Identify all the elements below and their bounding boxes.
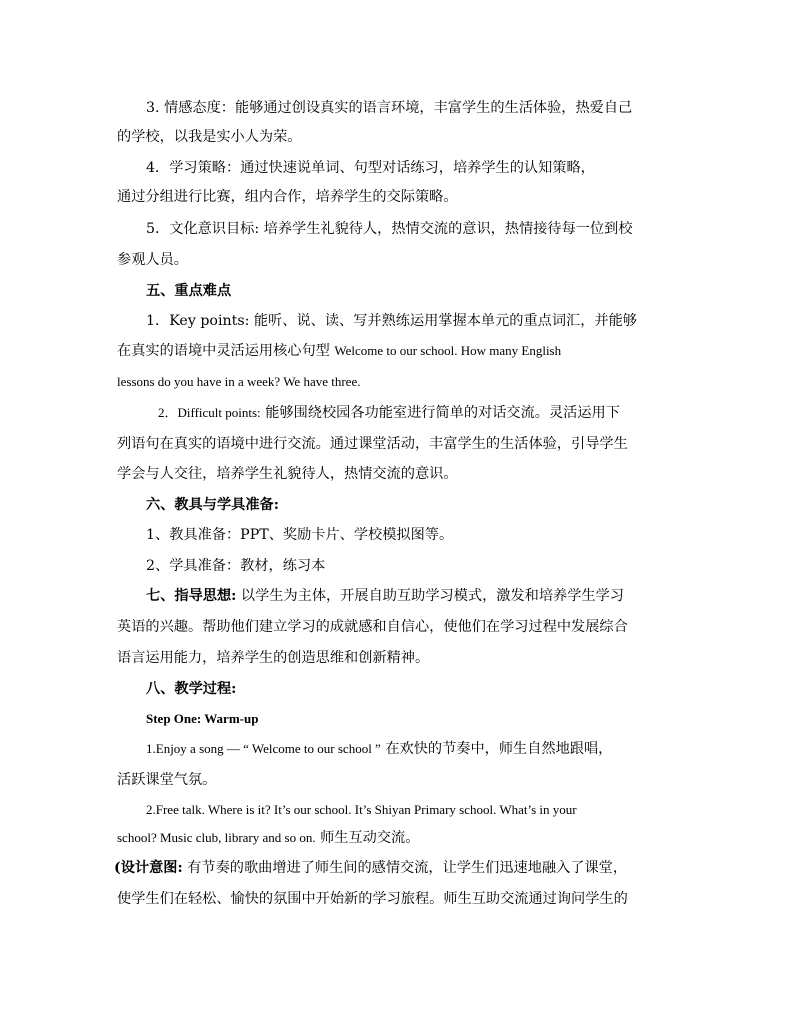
text-line: 列语句在真实的语境中进行交流。通过课堂活动，丰富学生的生活体验，引导学生 xyxy=(117,436,628,452)
text-line xyxy=(117,828,419,848)
text-line: 5．文化意识目标: 培养学生礼貌待人，热情交流的意识，热情接待每一位到校 xyxy=(146,221,633,237)
text-line: 英语的兴趣。帮助他们建立学习的成就感和自信心，使他们在学习过程中发展综合 xyxy=(117,619,628,635)
step-heading: Step One: Warm-up xyxy=(146,711,259,726)
text-line: 使学生们在轻松、愉快的氛围中开始新的学习旅程。师生互助交流通过询问学生的 xyxy=(117,891,628,907)
text-line: 1、教具准备：PPT、奖励卡片、学校模拟图等。 xyxy=(146,527,454,543)
text-line: 3. 情感态度：能够通过创设真实的语言环境，丰富学生的生活体验，热爱自己 xyxy=(146,100,633,116)
text-line xyxy=(146,739,612,759)
text-line: 活跃课堂气氛。 xyxy=(117,772,217,788)
text-line xyxy=(146,586,624,606)
text-line: lessons do you have in a week? We have three. xyxy=(117,374,361,389)
text-run-latin: Welcome to our school. How many English xyxy=(334,343,562,358)
text-line: 语言运用能力，培养学生的创造思维和创新精神。 xyxy=(117,650,430,666)
text-run-latin: 1.Enjoy a song — “ Welcome to our school ” xyxy=(146,741,381,756)
text-line xyxy=(114,858,627,878)
text-line: 学会与人交往，培养学生礼貌待人，热情交流的意识。 xyxy=(117,466,458,482)
text-run: 在欢快的节奏中，师生自然地跟唱， xyxy=(385,741,613,757)
text-run: 能够围绕校园各功能室进行简单的对话交流。灵活运用下 xyxy=(265,405,620,421)
text-line: 4．学习策略：通过快速说单词、句型对话练习，培养学生的认知策略， xyxy=(146,160,595,176)
text-line: 参观人员。 xyxy=(117,252,188,268)
text-run: 以学生为主体，开展自助互助学习模式，激发和培养学生学习 xyxy=(240,588,624,604)
section-heading-5: 五、重点难点 xyxy=(146,283,232,299)
section-heading-6: 六、教具与学具准备: xyxy=(146,497,279,513)
section-heading-8: 八、教学过程: xyxy=(146,681,237,697)
text-line: 1．Key points: 能听、说、读、写并熟练运用掌握本单元的重点词汇，并能够 xyxy=(146,313,637,329)
text-line: 的学校，以我是实小人为荣。 xyxy=(117,129,302,145)
text-line: 2.Free talk. Where is it? It’s our school. It’s Shiyan Primary school. What’s in your xyxy=(146,802,577,817)
text-run: 有节奏的歌曲增进了师生间的感情交流，让学生们迅速地融入了课堂， xyxy=(187,860,628,876)
text-run-latin: 2．Difficult points: xyxy=(158,405,261,420)
design-intent-label: (设计意图: xyxy=(114,860,183,876)
text-run-latin: school? Music club, library and so on. xyxy=(117,830,316,845)
text-line: 通过分组进行比赛，组内合作，培养学生的交际策略。 xyxy=(117,189,458,205)
text-run: 师生互动交流。 xyxy=(320,830,420,846)
text-line xyxy=(158,403,620,423)
text-line: 2、学具准备：教材，练习本 xyxy=(146,558,326,574)
text-run: 在真实的语境中灵活运用核心句型 xyxy=(117,343,330,359)
section-heading-7: 七、指导思想: xyxy=(146,588,237,604)
text-line xyxy=(117,341,561,361)
